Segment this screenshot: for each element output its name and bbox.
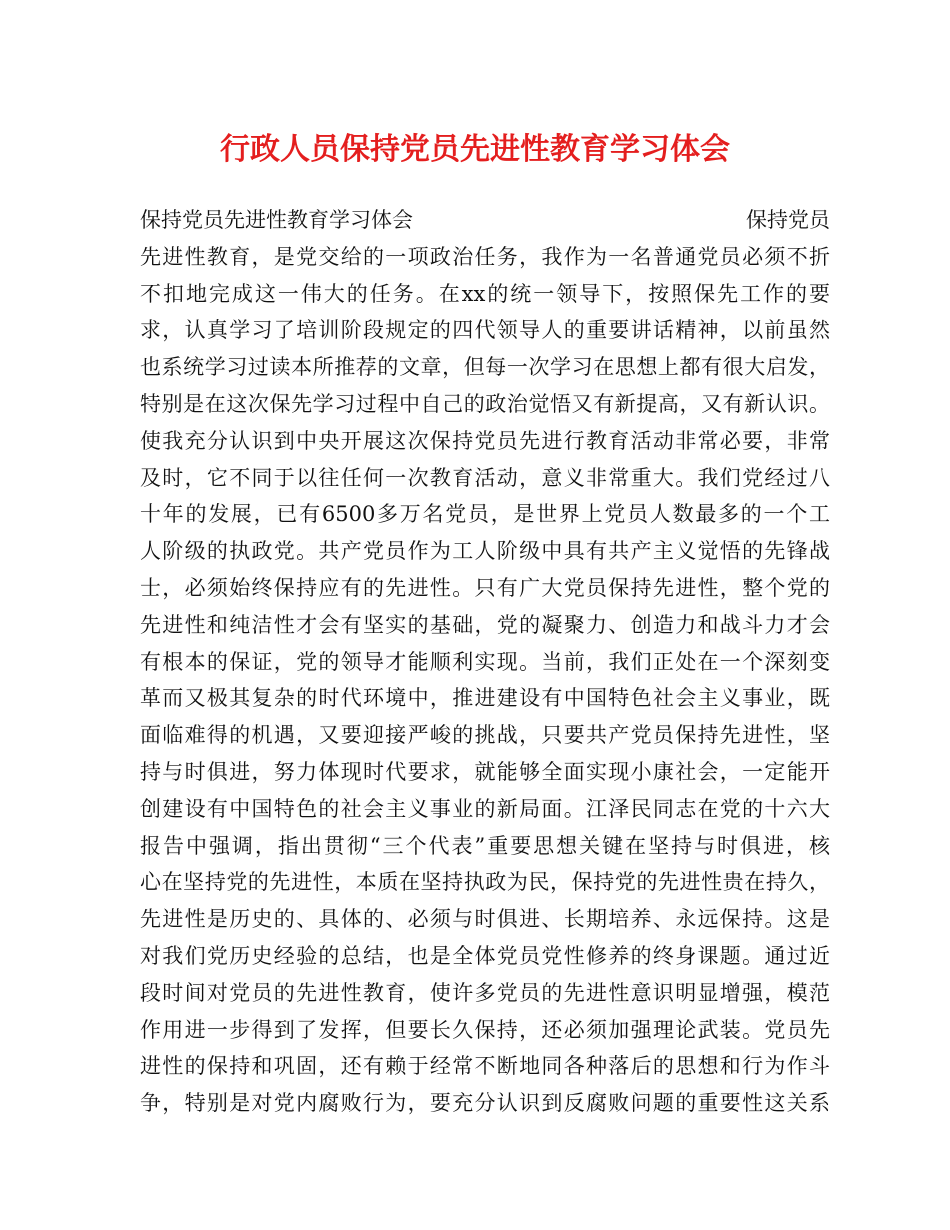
body-line: 特别是在这次保先学习过程中自己的政治觉悟又有新提高，又有新认识。 [140, 391, 830, 416]
document-body [140, 202, 830, 1122]
body-line: 求，认真学习了培训阶段规定的四代领导人的重要讲话精神，以前虽然 [140, 318, 830, 343]
body-line: 对我们党历史经验的总结，也是全体党员党性修养的终身课题。通过近 [140, 943, 830, 968]
body-line: 及时，它不同于以往任何一次教育活动，意义非常重大。我们党经过八 [140, 465, 830, 490]
body-line: 不扣地完成这一伟大的任务。在xx的统一领导下，按照保先工作的要 [140, 281, 830, 306]
body-line: 先进性是历史的、具体的、必须与时俱进、长期培养、永远保持。这是 [140, 907, 830, 932]
body-line: 先进性和纯洁性才会有坚实的基础，党的凝聚力、创造力和战斗力才会 [140, 612, 830, 637]
body-line: 先进性教育，是党交给的一项政治任务，我作为一名普通党员必须不折 [140, 244, 830, 269]
heading-right-text: 保持党员 [746, 208, 830, 232]
body-line: 有根本的保证，党的领导才能顺利实现。当前，我们正处在一个深刻变 [140, 649, 830, 674]
body-line: 创建设有中国特色的社会主义事业的新局面。江泽民同志在党的十六大 [140, 796, 830, 821]
document-title: 行政人员保持党员先进性教育学习体会 [220, 132, 730, 167]
body-line: 段时间对党员的先进性教育，使许多党员的先进性意识明显增强，模范 [140, 980, 830, 1005]
heading-left-text: 保持党员先进性教育学习体会 [140, 208, 413, 232]
body-line: 也系统学习过读本所推荐的文章，但每一次学习在思想上都有很大启发， [140, 355, 830, 380]
body-line: 士，必须始终保持应有的先进性。只有广大党员保持先进性，整个党的 [140, 575, 830, 600]
body-line: 报告中强调，指出贯彻“三个代表”重要思想关键在坚持与时俱进，核 [140, 833, 830, 858]
body-line: 心在坚持党的先进性，本质在坚持执政为民，保持党的先进性贵在持久， [140, 870, 830, 895]
body-line: 持与时俱进，努力体现时代要求，就能够全面实现小康社会，一定能开 [140, 759, 830, 784]
body-line: 作用进一步得到了发挥，但要长久保持，还必须加强理论武装。党员先 [140, 1017, 830, 1042]
body-line: 进性的保持和巩固，还有赖于经常不断地同各种落后的思想和行为作斗 [140, 1054, 830, 1079]
body-line: 使我充分认识到中央开展这次保持党员先进行教育活动非常必要，非常 [140, 428, 830, 453]
body-first-line [140, 202, 830, 239]
body-line: 人阶级的执政党。共产党员作为工人阶级中具有共产主义觉悟的先锋战 [140, 539, 830, 564]
body-line: 面临难得的机遇，又要迎接严峻的挑战，只要共产党员保持先进性，坚 [140, 723, 830, 748]
body-line: 十年的发展，已有6500多万名党员，是世界上党员人数最多的一个工 [140, 502, 830, 527]
body-line: 争，特别是对党内腐败行为，要充分认识到反腐败问题的重要性这关系 [140, 1091, 830, 1116]
body-line: 革而又极其复杂的时代环境中，推进建设有中国特色社会主义事业，既 [140, 686, 830, 711]
